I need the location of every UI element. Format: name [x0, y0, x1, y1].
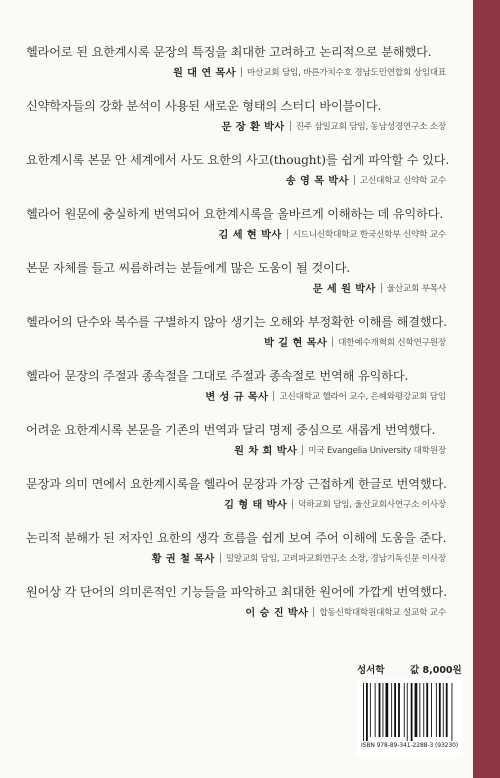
endorsement-attribution	[222, 118, 446, 133]
endorsement-attribution	[219, 226, 446, 241]
endorser-affiliation: 마산교회 담임, 바른가치수호 경남도민연합회 상임대표	[247, 67, 446, 78]
spine-stripe	[473, 0, 500, 778]
endorser-name: 이 승 진 박사	[245, 608, 309, 619]
endorsement	[26, 476, 446, 530]
endorsement	[26, 44, 446, 98]
barcode	[357, 679, 463, 757]
endorsement-attribution	[224, 496, 446, 511]
endorsement-quote: 원어상 각 단어의 의미론적인 기능들을 파악하고 최대한 원어에 가깝게 번역했다.	[26, 585, 447, 599]
endorser-affiliation: 합동신학대학원대학교 설교학 교수	[319, 607, 446, 618]
endorsement-quote: 신약학자들의 강화 분석이 사용된 새로운 형태의 스터디 바이블이다.	[26, 99, 382, 113]
endorsement-attribution	[205, 388, 446, 403]
endorser-name: 김 형 태 박사	[224, 500, 288, 511]
price-label: 값 8,000원	[410, 665, 462, 676]
attribution-divider	[287, 229, 288, 239]
attribution-divider	[292, 499, 293, 509]
endorser-name: 문 장 환 박사	[221, 122, 285, 133]
endorser-affiliation: 미국 Evangelia University 대학원장	[308, 445, 446, 456]
endorsement-quote: 헬라어 문장의 주절과 종속절을 그대로 주절과 종속절로 번역해 유익하다.	[26, 369, 409, 383]
endorsement-attribution	[234, 442, 446, 457]
endorsement	[26, 206, 446, 260]
endorsement-attribution	[286, 172, 446, 187]
attribution-divider	[381, 283, 382, 293]
endorsement	[26, 368, 446, 422]
endorser-affiliation: 대한예수개혁회 신학연구원장	[338, 337, 446, 348]
endorsement-quote: 본문 자체를 들고 씨름하려는 분들에게 많은 도움이 될 것이다.	[26, 261, 351, 275]
endorsement	[26, 152, 450, 206]
endorsement-quote: 문장과 의미 면에서 요한계시록을 헬라어 문장과 가장 근접하게 한글로 번역했다.	[26, 477, 447, 491]
attribution-divider	[220, 553, 221, 563]
endorsement-attribution	[264, 334, 446, 349]
endorsement	[26, 530, 446, 584]
endorser-affiliation: 진주 삼일교회 담임, 동남성경연구소 소장	[295, 121, 446, 132]
attribution-divider	[302, 445, 303, 455]
endorsement-attribution	[313, 280, 446, 295]
attribution-divider	[332, 337, 333, 347]
endorsement-attribution	[173, 64, 446, 79]
attribution-divider	[290, 121, 291, 131]
endorsement-quote: 어려운 요한계시록 본문을 기존의 번역과 달리 명제 중심으로 새롭게 번역했다.	[26, 423, 436, 437]
attribution-divider	[313, 607, 314, 617]
endorsement-quote: 헬라어로 된 요한계시록 문장의 특징을 최대한 고려하고 논리적으로 분해했다.	[26, 45, 432, 59]
endorser-name: 송 영 목 박사	[285, 176, 349, 187]
endorser-name: 변 성 규 목사	[205, 392, 269, 403]
endorsement	[26, 584, 446, 638]
endorsement-quote: 헬라어 원문에 충실하게 번역되어 요한계시록을 올바르게 이해하는 데 유익하다.	[26, 207, 444, 221]
endorser-affiliation: 시드니신학대학교 한국신학부 신약학 교수	[292, 229, 446, 240]
endorsement-quote: 헬라어의 단수와 복수를 구별하지 않아 생기는 오해와 부정확한 이해를 해결했다.	[26, 315, 447, 329]
endorsement	[26, 314, 446, 368]
endorser-affiliation: 고신대학교 신약학 교수	[359, 175, 446, 186]
endorsement-quote: 논리적 분해가 된 저자인 요한의 생각 흐름을 쉽게 보여 주어 이해에 도움을 준다.	[26, 531, 447, 545]
endorser-name: 원 대 연 목사	[172, 68, 236, 79]
endorser-affiliation: 고신대학교 헬라어 교수, 은혜와평강교회 담임	[279, 391, 446, 402]
endorser-name: 박 길 현 목사	[264, 338, 328, 349]
endorser-affiliation: 울산교회 부목사	[386, 283, 446, 294]
endorser-affiliation: 밀알교회 담임, 고려파교회연구소 소장, 경남기독신문 이사장	[225, 553, 446, 564]
endorser-name: 원 차 희 박사	[234, 446, 298, 457]
endorsement	[26, 422, 446, 476]
barcode-bars	[361, 683, 459, 741]
endorsement	[26, 98, 446, 152]
isbn-number: ISBN 978-89-341-2288-3 (93230)	[361, 742, 459, 749]
endorser-affiliation: 덕하교회 담임, 울산교회사연구소 이사장	[298, 499, 446, 510]
attribution-divider	[354, 175, 355, 185]
endorser-name: 김 세 현 박사	[218, 230, 282, 241]
publisher-name: 성서학	[357, 665, 385, 676]
endorsement-list	[26, 44, 450, 638]
endorser-name: 황 권 철 목사	[151, 554, 215, 565]
attribution-divider	[273, 391, 274, 401]
endorsement-attribution	[245, 604, 446, 619]
endorsement	[26, 260, 446, 314]
endorser-name: 문 세 원 박사	[312, 284, 376, 295]
attribution-divider	[241, 67, 242, 77]
endorsement-attribution	[152, 550, 446, 565]
endorsement-quote: 요한계시록 본문 안 세계에서 사도 요한의 사고(thought)를 쉽게 파악할 수 있다.	[26, 153, 450, 167]
